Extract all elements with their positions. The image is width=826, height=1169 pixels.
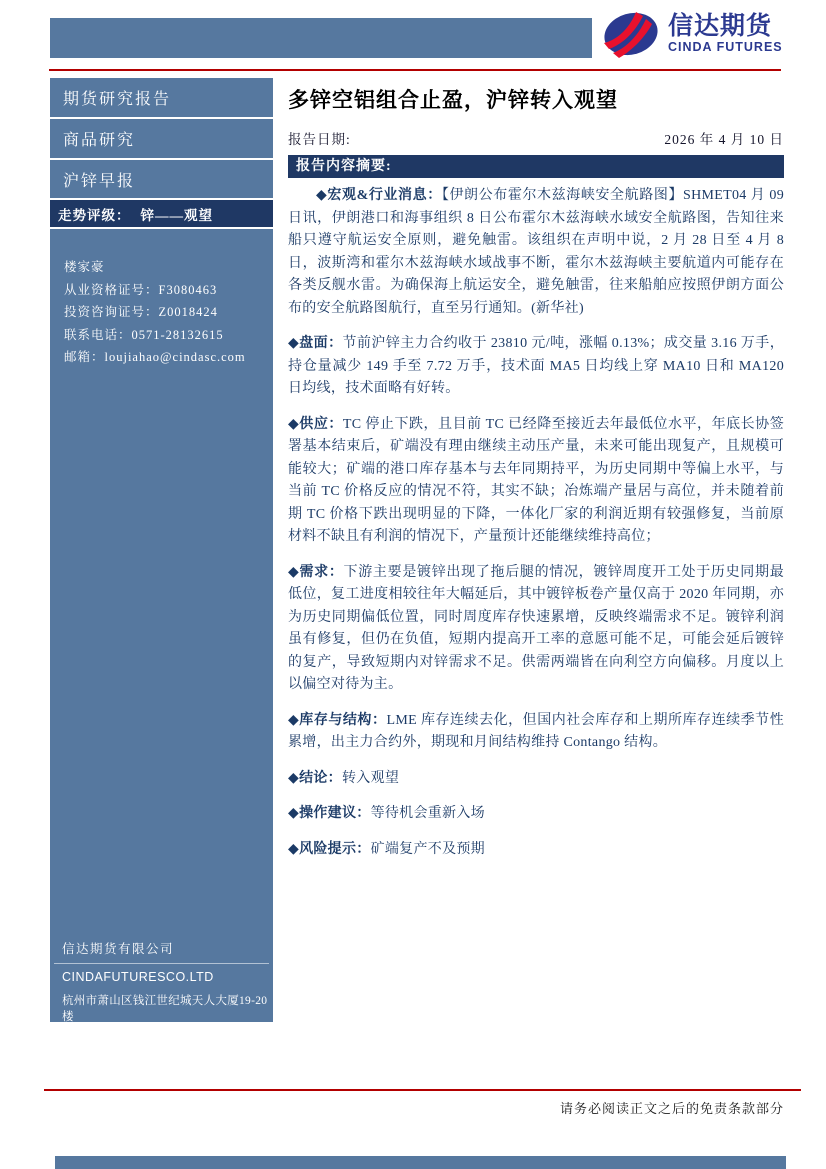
header-bar	[50, 18, 592, 58]
section-label: ◆结论：	[288, 770, 342, 786]
section-macro-news	[288, 185, 784, 320]
section-text: 转入观望	[341, 770, 400, 786]
section-market	[288, 333, 784, 401]
section-label: ◆需求：	[288, 564, 344, 580]
company-divider	[54, 963, 269, 964]
section-text: 下游主要是镀锌出现了拖后腿的情况，镀锌周度开工处于历史同期最低位，复工进度相较往年大幅延后，其中镀锌板卷产量仅高于 2020 年同期，亦为历史同期偏低位置，同时周度库存快速累增，反映终端需求不足。镀锌利润虽有修复，但仍在负值，短期内提高开工率的意愿可能不足，可能会延后镀锌的复产，导致短期内对锌需求不足。供需两端皆在向利空方向偏移。月度以上以偏空对待为主。	[288, 564, 784, 692]
section-supply	[288, 414, 784, 549]
logo-name-en: CINDA FUTURES	[668, 40, 783, 55]
section-text: 【伊朗公布霍尔木兹海峡安全航路图】SHMET04 月 09 日讯，伊朗港口和海事组织 8 日公布霍尔木兹海峡水域安全航路图，告知往来船只遵守航运安全原则，避免触雷。该组织在声明中说，2 月 28 日至 4 月 8 日，波斯湾和霍尔木兹海峡水域战事不断，霍尔木兹海峡主要航道内可能存在各类反舰水雷。为确保海上航运安全，避免触雷，往来船舶应按照伊朗方面公布的安全航路图航行，直至另行通知。(新华社)	[288, 188, 784, 316]
company-name-en: CINDAFUTURESCO.LTD	[62, 970, 214, 984]
company-postcode: 邮编：311200	[62, 1034, 134, 1048]
analyst-name: 楼家豪	[64, 260, 105, 274]
disclaimer-text: 请务必阅读正文之后的免责条款部分	[559, 1101, 784, 1116]
report-date-row	[288, 128, 784, 148]
section-conclusion	[288, 768, 784, 791]
header-divider	[49, 69, 781, 71]
report-date-value: 2026 年 4 月 10 日	[664, 132, 784, 147]
trend-rating-badge	[50, 200, 273, 227]
section-label: ◆操作建议：	[288, 806, 371, 821]
analyst-advisory-no: 投资咨询证号：Z0018424	[64, 305, 218, 319]
sidebar-item-futures-research[interactable]	[50, 78, 273, 117]
analyst-email[interactable]: 邮箱：loujiahao@cindasc.com	[64, 350, 246, 364]
report-body	[288, 84, 784, 874]
logo-text	[668, 14, 783, 54]
report-date-label: 报告日期:	[288, 132, 351, 147]
page-title: 多锌空铝组合止盈，沪锌转入观望	[288, 89, 618, 112]
footer-divider	[44, 1089, 801, 1091]
section-inventory-structure	[288, 710, 784, 755]
section-risk-warning	[288, 839, 784, 862]
trend-rating-label: 走势评级：	[58, 207, 131, 223]
sidebar-item-label: 期货研究报告	[63, 91, 172, 108]
footer-bar	[55, 1156, 786, 1169]
summary-sections	[288, 185, 784, 861]
company-name-cn: 信达期货有限公司	[62, 942, 175, 956]
section-label: ◆风险提示：	[288, 841, 371, 857]
section-label: ◆供应：	[288, 416, 343, 432]
company-info	[50, 939, 273, 1049]
sidebar-item-label: 沪锌早报	[63, 172, 136, 190]
logo-name-cn: 信达期货	[668, 12, 773, 41]
section-label: ◆宏观&行业消息：	[316, 188, 442, 203]
company-address: 杭州市萧山区钱江世纪城天人大厦19-20楼	[62, 995, 268, 1023]
sidebar-item-commodity-research[interactable]	[50, 119, 273, 158]
sidebar-panel	[50, 229, 273, 1048]
section-text: LME 库存连续去化，但国内社会库存和上期所库存连续季节性累增，出主力合约外，期现和月间结构维持 Contango 结构。	[288, 712, 784, 750]
section-text: 节前沪锌主力合约收于 23810 元/吨，涨幅 0.13%；成交量 3.16 万手，持仓量减少 149 手至 7.72 万手，技术面 MA5 日均线上穿 MA10 日和 MA120 日均线，技术面略有好转。	[288, 336, 784, 396]
sidebar-item-shzn-morning-report[interactable]	[50, 160, 273, 198]
company-logo	[600, 6, 790, 62]
analyst-qualification-no: 从业资格证号：F3080463	[64, 282, 218, 297]
section-text: 等待机会重新入场	[370, 806, 485, 821]
summary-header: 报告内容摘要:	[288, 155, 784, 178]
sidebar-item-label: 商品研究	[63, 132, 136, 149]
section-operation-advice	[288, 803, 784, 826]
cinda-logo-icon	[600, 7, 662, 61]
analyst-info	[64, 261, 246, 374]
section-label: ◆盘面：	[288, 336, 343, 351]
section-label: ◆库存与结构：	[288, 712, 387, 728]
section-text: 矿端复产不及预期	[370, 841, 485, 857]
section-text: TC 停止下跌，且目前 TC 已经降至接近去年最低位水平，年底长协签署基本结束后，矿端没有理由继续主动压产量，未来可能出现复产，且规模可能较大；矿端的港口库存基本与去年同期持平，为历史同期中等偏上水平，与当前 TC 价格反应的情况不符，其实不缺；冶炼端产量居与高位，并未随着前期 TC 价格下跌出现明显的下降，一体化厂家的利润近期有较强修复，当前原材料不缺且有利润的情况下，产量预计还能继续维持高位；	[288, 416, 784, 544]
section-demand	[288, 562, 784, 697]
trend-rating-value: 锌——观望	[140, 207, 213, 223]
analyst-phone: 联系电话：0571-28132615	[64, 327, 224, 342]
